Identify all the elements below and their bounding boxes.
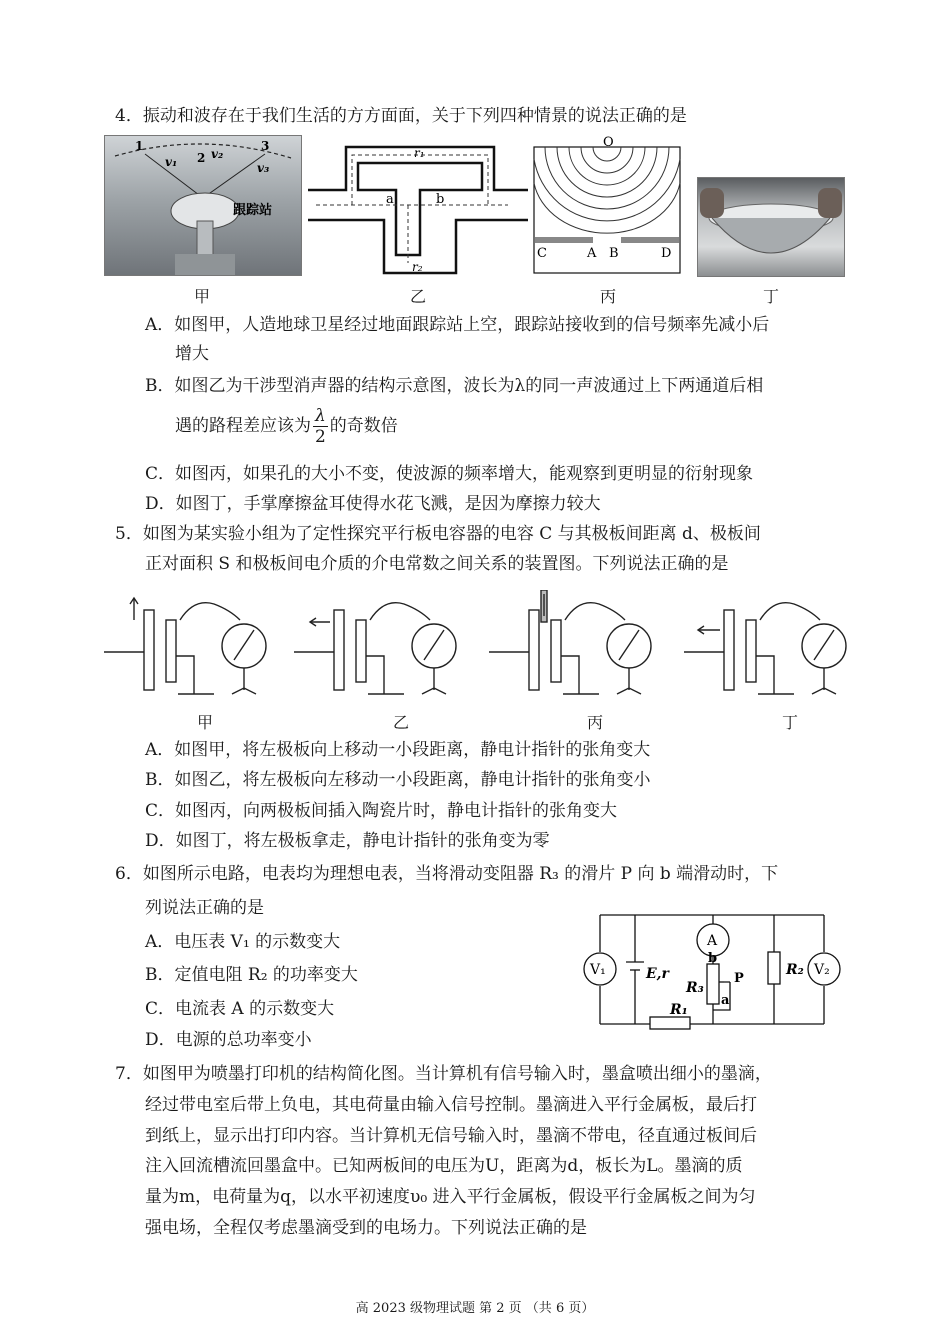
label-b: b (436, 192, 445, 207)
q6-stem-1: 6．如图所示电路，电表均为理想电表，当将滑动变阻器 R₃ 的滑片 P 向 b 端滑动时，下 (115, 864, 779, 884)
label-v2: v₂ (211, 147, 224, 161)
figure-jia-tracking-station (104, 135, 302, 276)
label-sat-1: 1 (135, 139, 144, 153)
label-V1: V₁ (590, 962, 606, 978)
q6-option-c: C．电流表 A 的示数变大 (145, 999, 335, 1019)
setup-ding (684, 603, 846, 694)
label-ammeter-A: A (707, 933, 718, 949)
label-C: C (537, 246, 547, 261)
caption-ding: 丁 (763, 287, 780, 306)
label-R2: R₂ (786, 962, 804, 978)
label-r2: r₂ (412, 260, 423, 274)
figure-yi-silencer (308, 135, 528, 275)
q4-option-a: A．如图甲，人造地球卫星经过地面跟踪站上空，跟踪站接收到的信号频率先减小后 (145, 315, 770, 335)
setup-bing (489, 590, 651, 694)
setup-yi (294, 603, 456, 694)
label-r1: r₁ (414, 146, 425, 160)
q7-line-5: 量为m，电荷量为q，以水平初速度υ₀ 进入平行金属板，假设平行金属板之间为匀 (145, 1187, 756, 1207)
label-end-b: b (708, 951, 718, 966)
q5-option-c: C．如图丙，向两极板间插入陶瓷片时，静电计指针的张角变大 (145, 801, 618, 821)
label-V2: V₂ (814, 962, 830, 978)
label-Er: E,r (646, 966, 669, 982)
label-A: A (587, 246, 597, 261)
caption-bing: 丙 (600, 287, 617, 306)
label-v1: v₁ (165, 155, 178, 169)
q6-option-a: A．电压表 V₁ 的示数变大 (145, 932, 341, 952)
q5-option-d: D．如图丁，将左极板拿走，静电计指针的张角变为零 (145, 831, 550, 851)
q7-line-4: 注入回流槽流回墨盒中。已知两板间的电压为U，距离为d，板长为L。墨滴的质 (145, 1156, 743, 1176)
q4-stem: 4．振动和波存在于我们生活的方方面面，关于下列四种情景的说法正确的是 (115, 106, 687, 126)
label-station: 跟踪站 (233, 203, 273, 218)
figure-q6-circuit (580, 912, 848, 1030)
label-sat-2: 2 (197, 151, 206, 165)
label-O: O (603, 135, 614, 150)
q5-option-a: A．如图甲，将左极板向上移动一小段距离，静电计指针的张角变大 (145, 740, 651, 760)
q4-option-a-cont: 增大 (175, 344, 209, 364)
label-sat-3: 3 (261, 139, 270, 153)
fraction-numerator: λ (315, 406, 326, 426)
q4-option-b: B．如图乙为干涉型消声器的结构示意图，波长为λ的同一声波通过上下两通道后相 (145, 376, 764, 396)
q4-option-c: C．如图丙，如果孔的大小不变，使波源的频率增大，能观察到更明显的衍射现象 (145, 464, 754, 484)
fraction-lambda-over-2 (313, 406, 328, 447)
figure-ding-basin-photo (697, 177, 845, 277)
q4-option-b-cont (175, 404, 398, 448)
label-R1: R₁ (670, 1002, 688, 1018)
figure-q5-capacitor-setups (104, 590, 864, 702)
q6-stem-2: 列说法正确的是 (145, 898, 264, 918)
q5-option-b: B．如图乙，将左极板向左移动一小段距离，静电计指针的张角变小 (145, 770, 651, 790)
caption-yi: 乙 (410, 287, 427, 306)
q7-line-1: 7．如图甲为喷墨打印机的结构简化图。当计算机有信号输入时，墨盒喷出细小的墨滴， (115, 1064, 772, 1084)
label-R3: R₃ (686, 980, 704, 996)
q5-caption-jia: 甲 (197, 713, 214, 732)
fraction-denominator: 2 (314, 427, 326, 447)
q6-option-d: D．电源的总功率变小 (145, 1030, 312, 1050)
page-footer: 高 2023 级物理试题 第 2 页 （共 6 页） (355, 1301, 595, 1316)
q7-line-6: 强电场，全程仅考虑墨滴受到的电场力。下列说法正确的是 (145, 1218, 587, 1238)
q6-option-b: B．定值电阻 R₂ 的功率变大 (145, 965, 358, 985)
setup-jia (104, 598, 266, 694)
label-v3: v₃ (257, 161, 270, 175)
q4-option-d: D．如图丁，手掌摩擦盆耳使得水花飞溅，是因为摩擦力较大 (145, 494, 601, 514)
q4-option-b-text: 遇的路程差应该为 (175, 416, 311, 436)
q7-line-2: 经过带电室后带上负电，其电荷量由输入信号控制。墨滴进入平行金属板，最后打 (145, 1095, 757, 1115)
label-D: D (661, 246, 672, 261)
q5-caption-yi: 乙 (393, 713, 410, 732)
q5-caption-bing: 丙 (587, 713, 604, 732)
q5-caption-ding: 丁 (782, 713, 799, 732)
label-B: B (609, 246, 619, 261)
caption-jia: 甲 (194, 287, 211, 306)
q4-option-b-tail: 的奇数倍 (329, 416, 398, 436)
label-end-a: a (721, 993, 730, 1008)
q5-stem-2: 正对面积 S 和极板间电介质的介电常数之间关系的装置图。下列说法正确的是 (145, 554, 729, 574)
q7-line-3: 到纸上，显示出打印内容。当计算机无信号输入时，墨滴不带电，径直通过板间后 (145, 1126, 757, 1146)
figure-bing-diffraction (533, 135, 681, 275)
label-a: a (386, 192, 394, 207)
label-slider-P: P (734, 971, 744, 986)
q5-stem-1: 5．如图为某实验小组为了定性探究平行板电容器的电容 C 与其极板间距离 d、极板间 (115, 524, 761, 544)
